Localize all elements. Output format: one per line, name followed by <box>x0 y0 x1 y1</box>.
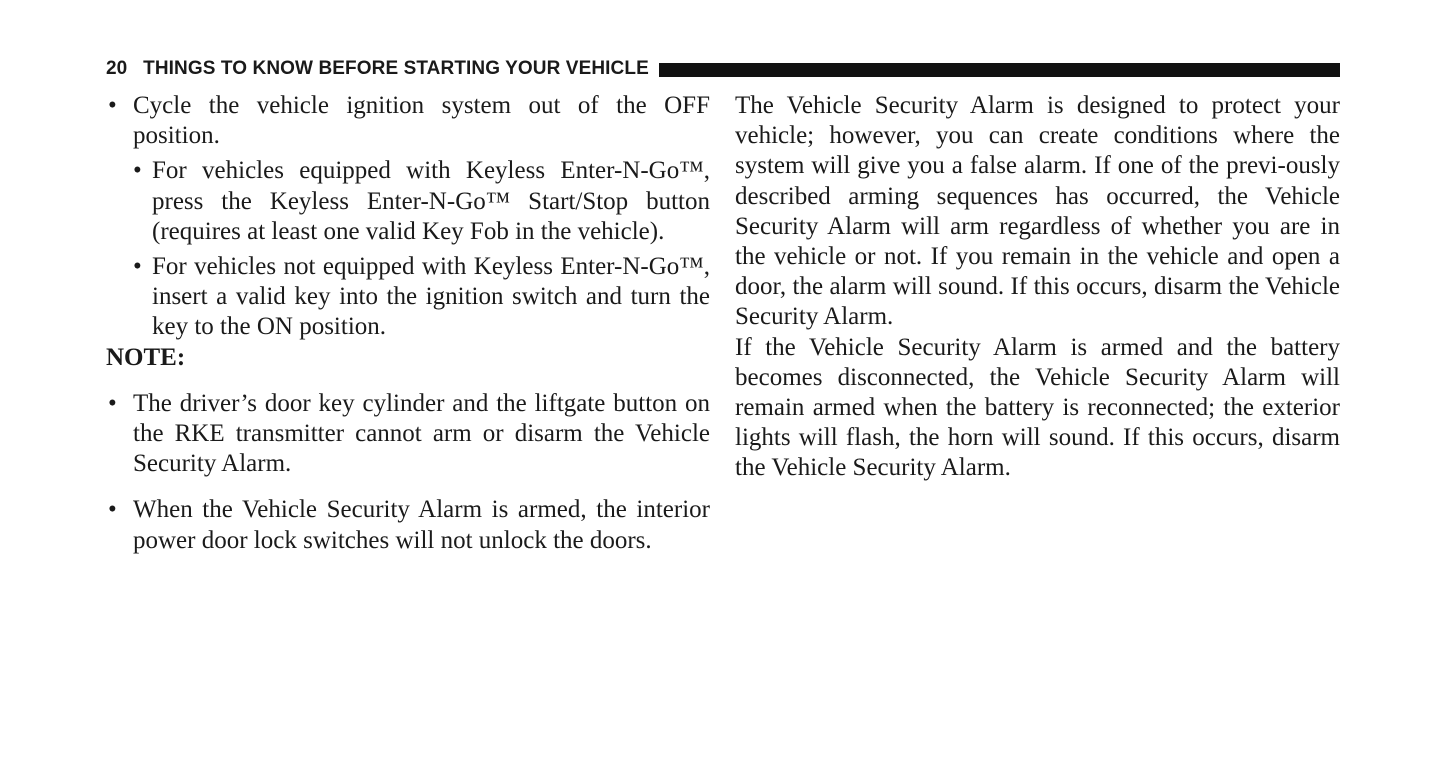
paragraph-battery-disconnected: If the Vehicle Security Alarm is armed and the battery becomes disconnected, the Vehicle Security Alarm will remain armed when the battery is reconnected; the exterior lights will flash, the horn will sound. If this occurs, disarm the Vehicle Security Alarm. <box>735 333 1340 482</box>
note-bullet-power-locks: • When the Vehicle Security Alarm is armed, the interior power door lock switches will not unlock the doors. <box>106 495 710 555</box>
left-column <box>106 91 710 556</box>
bullet-cycle-ignition: • Cycle the vehicle ignition system out of the OFF position. <box>106 91 710 151</box>
page-number: 20 <box>106 58 128 79</box>
section-title: THINGS TO KNOW BEFORE STARTING YOUR VEHICLE <box>143 58 649 79</box>
paragraph-false-alarm: The Vehicle Security Alarm is designed to protect your vehicle; however, you can create conditions where the system will give you a false alarm. If one of the previ-ously described arming sequences has occurred, the Vehicle Security Alarm will arm regardless of whether you are in the vehicle or not. If you remain in the vehicle and open a door, the alarm will sound. If this occurs, disarm the Vehicle Security Alarm. <box>735 92 1340 331</box>
header-rule <box>659 63 1340 77</box>
note-label: NOTE: <box>106 343 186 371</box>
sub-bullet-keyless-equipped: • For vehicles equipped with Keyless Enter-N-Go™, press the Keyless Enter-N-Go™ Start/Stop button (requires at least one valid Key Fob in the vehicle). <box>106 156 710 247</box>
sub-bullet-keyless-not-equipped: • For vehicles not equipped with Keyless Enter-N-Go™, insert a valid key into the ignition switch and turn the key to the ON position. <box>106 252 710 343</box>
note-bullet-door-key-cylinder: • The driver’s door key cylinder and the liftgate button on the RKE transmitter cannot arm or disarm the Vehicle Security Alarm. <box>106 389 710 480</box>
right-column <box>735 91 1340 484</box>
page-header <box>106 56 1340 82</box>
